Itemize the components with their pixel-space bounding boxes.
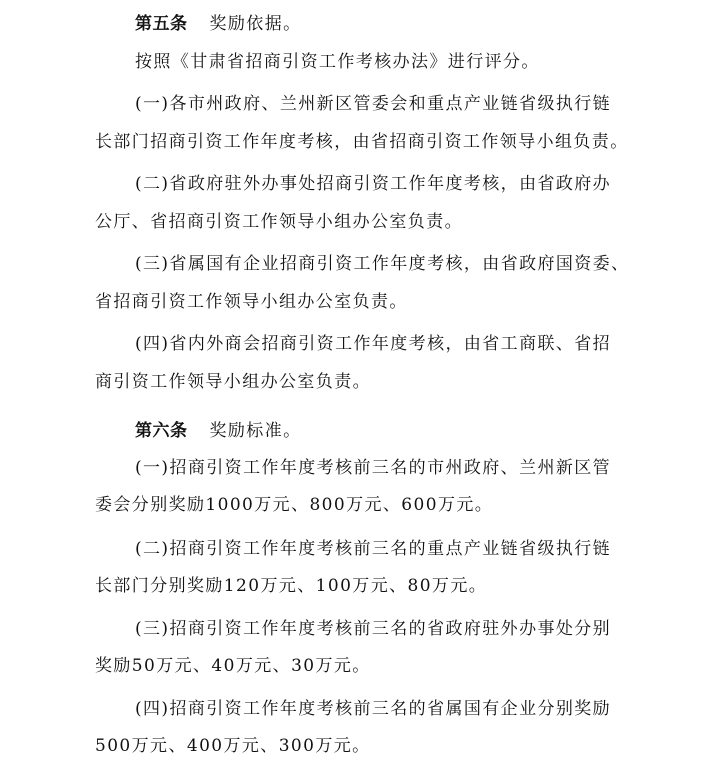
article5-item2-line1: (二)省政府驻外办事处招商引资工作年度考核，由省政府办: [135, 174, 612, 194]
article6-item3-line1: (三)招商引资工作年度考核前三名的省政府驻外办事处分别: [135, 619, 612, 639]
article6-item3-line2: 奖励50万元、40万元、30万元。: [95, 656, 371, 676]
article6-item2-line1: (二)招商引资工作年度考核前三名的重点产业链省级执行链: [135, 539, 612, 559]
article5-item1-line1: (一)各市州政府、兰州新区管委会和重点产业链省级执行链: [135, 94, 612, 114]
article5-item3-line2: 省招商引资工作领导小组办公室负责。: [95, 292, 408, 312]
article6-item2-line2: 长部门分别奖励120万元、100万元、80万元。: [95, 576, 488, 596]
article5-item2-line2: 公厅、省招商引资工作领导小组办公室负责。: [95, 212, 463, 232]
article6-item4-line1: (四)招商引资工作年度考核前三名的省属国有企业分别奖励: [135, 699, 612, 719]
article6-item4-line2: 500万元、400万元、300万元。: [95, 736, 371, 756]
article6-title: 奖励标准。: [209, 421, 302, 441]
article5-item4-line2: 商引资工作领导小组办公室负责。: [95, 372, 371, 392]
article6-item1-line1: (一)招商引资工作年度考核前三名的市州政府、兰州新区管: [135, 458, 612, 478]
article5-label: 第五条: [135, 14, 188, 34]
article5-heading: [135, 12, 302, 36]
article5-item3-line1: (三)省属国有企业招商引资工作年度考核，由省政府国资委、: [135, 254, 630, 274]
article6-item1-line2: 委会分别奖励1000万元、800万元、600万元。: [95, 495, 494, 515]
article5-title: 奖励依据。: [209, 14, 302, 34]
article5-item1-line2: 长部门招商引资工作年度考核，由省招商引资工作领导小组负责。: [95, 132, 629, 152]
article5-intro: 按照《甘肃省招商引资工作考核办法》进行评分。: [135, 52, 540, 72]
article5-item4-line1: (四)省内外商会招商引资工作年度考核，由省工商联、省招: [135, 334, 612, 354]
article6-heading: [135, 419, 302, 443]
article6-label: 第六条: [135, 421, 188, 441]
